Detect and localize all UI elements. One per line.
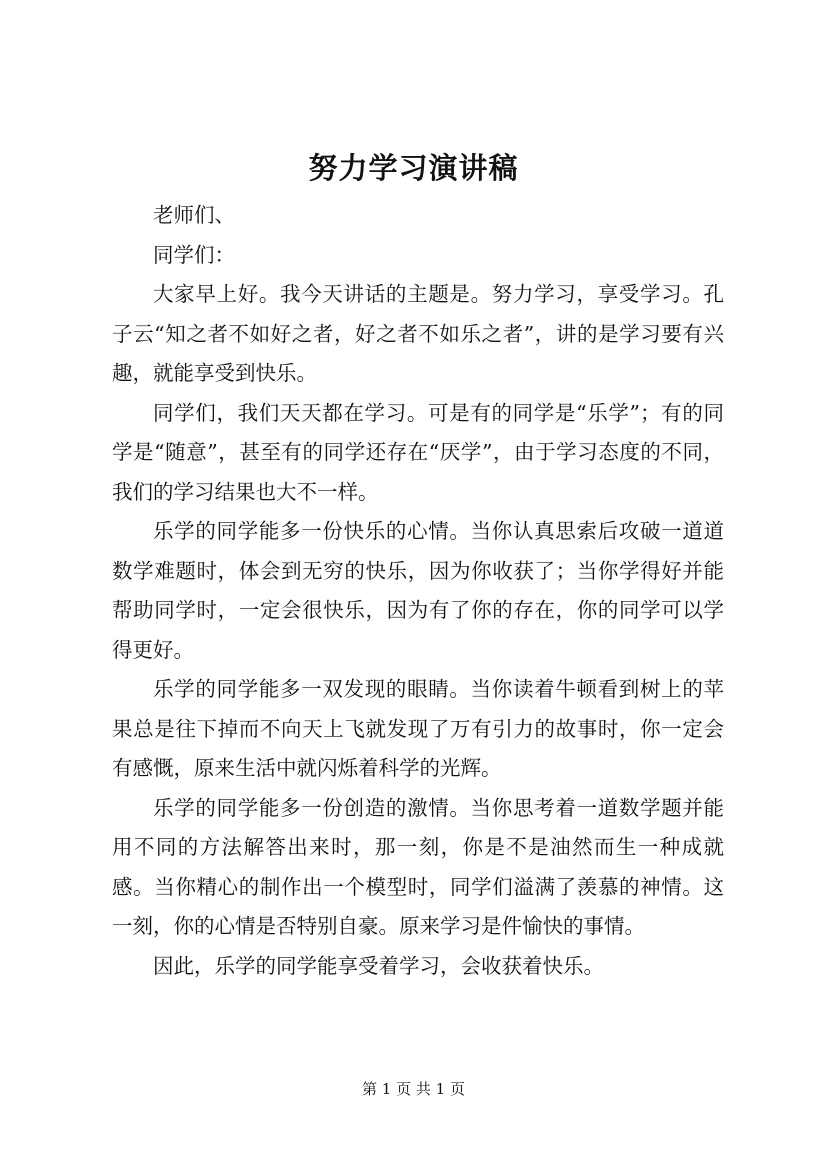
page-title: 努力学习演讲稿 [308, 151, 519, 185]
paragraph-discovering-eyes: 乐学的同学能多一双发现的眼睛。当你读着牛顿看到树上的苹果总是往下掉而不向天上飞就发现了万有引力的故事时，你一定会有感慨，原来生活中就闪烁着科学的光辉。 [112, 677, 724, 780]
salutation-students: 同学们： [153, 242, 235, 267]
paragraph-intro: 大家早上好。我今天讲话的主题是。努力学习，享受学习。孔子云“知之者不如好之者，好之者不如乐之者”，讲的是学习要有兴趣，就能享受到快乐。 [112, 282, 724, 385]
page-footer: 第 1 页 共 1 页 [362, 1080, 465, 1098]
salutation-teachers: 老师们、 [153, 203, 235, 227]
paragraph-happy-mood: 乐学的同学能多一份快乐的心情。当你认真思索后攻破一道道数学难题时，体会到无穷的快乐，因为你收获了；当你学得好并能帮助同学时，一定会很快乐，因为有了你的存在，你的同学可以学得更好。 [112, 519, 724, 662]
document-body [112, 196, 724, 986]
paragraph-attitudes: 同学们，我们天天都在学习。可是有的同学是“乐学”；有的同学是“随意”，甚至有的同学还存在“厌学”，由于学习态度的不同，我们的学习结果也大不一样。 [112, 400, 724, 504]
paragraph-conclusion: 因此，乐学的同学能享受着学习，会收获着快乐。 [153, 953, 604, 978]
paragraph-creative-passion: 乐学的同学能多一份创造的激情。当你思考着一道数学题并能用不同的方法解答出来时，那一刻，你是不是油然而生一种成就感。当你精心的制作出一个模型时，同学们溢满了羡慕的神情。这一刻，你的心情是否特别自豪。原来学习是件愉快的事情。 [112, 795, 724, 938]
